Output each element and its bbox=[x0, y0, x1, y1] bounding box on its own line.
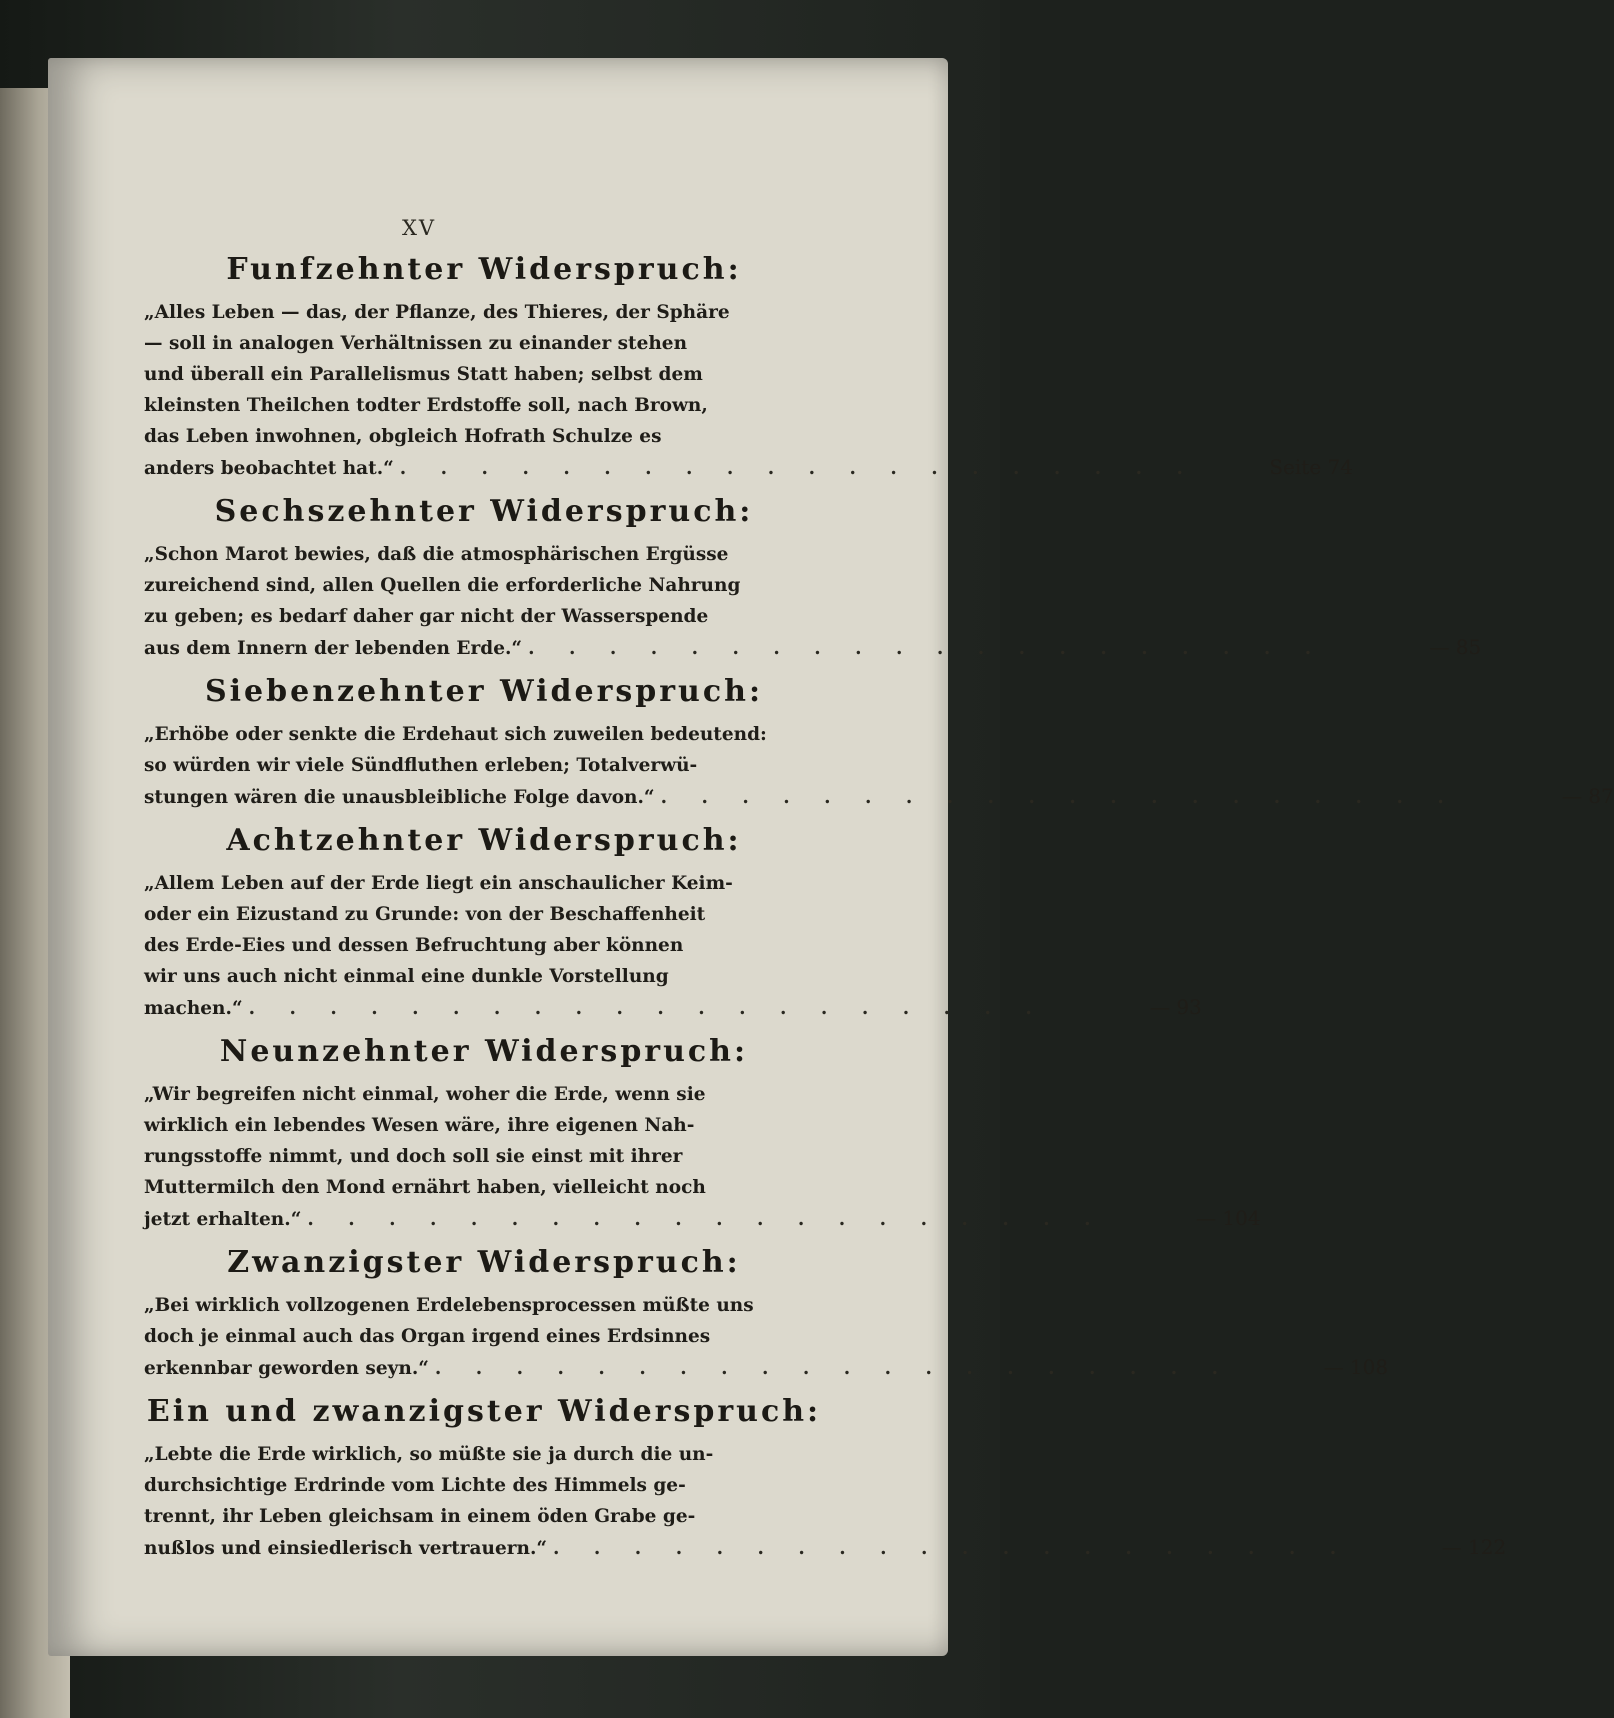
page-content bbox=[144, 216, 1614, 1574]
page-reference: — 87 bbox=[1561, 784, 1614, 808]
dot-leader: . . . . . . . . . . . . . . . . . . . . bbox=[399, 458, 1197, 479]
summary-line: doch je einmal auch das Organ irgend eines Erdsinnes bbox=[144, 1326, 711, 1347]
summary-last-line bbox=[144, 632, 1482, 664]
summary-line: „Lebte die Erde wirklich, so müßte sie ja durch die un- bbox=[144, 1444, 714, 1465]
summary-line: des Erde-Eies und dessen Befruchtung aber können bbox=[144, 935, 684, 956]
summary-line: „Wir begreifen nicht einmal, woher die Erde, wenn sie bbox=[144, 1084, 706, 1105]
summary-line: aus dem Innern der lebenden Erde.“ bbox=[144, 638, 523, 659]
contents-entry bbox=[144, 823, 1202, 1024]
page-reference: — 85 bbox=[1429, 635, 1482, 659]
summary-last-line bbox=[144, 1352, 1389, 1384]
section-heading: Siebenzehnter Widerspruch: bbox=[204, 674, 764, 709]
summary-line: jetzt erhalten.“ bbox=[144, 1209, 302, 1230]
summary-line: machen.“ bbox=[144, 998, 243, 1019]
summary-line: „Schon Marot bewies, daß die atmosphärischen Ergüsse bbox=[144, 544, 729, 565]
entry-summary bbox=[144, 1079, 1261, 1235]
summary-line: — soll in analogen Verhältnissen zu einander stehen bbox=[144, 333, 688, 354]
summary-line: „Alles Leben — das, der Pflanze, des Thieres, der Sphäre bbox=[144, 302, 730, 323]
page-reference: — 93 bbox=[1149, 995, 1202, 1019]
summary-last-line bbox=[144, 781, 1614, 813]
summary-line: wirklich ein lebendes Wesen wäre, ihre eigenen Nah- bbox=[144, 1115, 695, 1136]
summary-line: „Allem Leben auf der Erde liegt ein anschaulicher Keim- bbox=[144, 873, 733, 894]
contents-entry bbox=[144, 674, 1614, 813]
contents-entry bbox=[144, 1245, 1389, 1384]
summary-line: erkennbar geworden seyn.“ bbox=[144, 1358, 429, 1379]
contents-entry bbox=[144, 252, 1353, 484]
page-number: XV bbox=[401, 216, 437, 240]
entry-summary bbox=[144, 539, 1482, 664]
dot-leader: . . . . . . . . . . . . . . . . . . . . bbox=[553, 1538, 1351, 1559]
dot-leader: . . . . . . . . . . . . . . . . . . . . bbox=[660, 787, 1458, 808]
entry-summary bbox=[144, 297, 1353, 484]
section-heading: Neunzehnter Widerspruch: bbox=[219, 1034, 749, 1069]
entry-summary bbox=[144, 868, 1202, 1024]
dot-leader: . . . . . . . . . . . . . . . . . . . . bbox=[434, 1358, 1233, 1379]
summary-line: anders beobachtet hat.“ bbox=[144, 458, 394, 479]
summary-line: oder ein Eizustand zu Grunde: von der Beschaffenheit bbox=[144, 904, 706, 925]
dot-leader: . . . . . . . . . . . . . . . . . . . . bbox=[528, 638, 1326, 659]
summary-line: stungen wären die unausbleibliche Folge davon.“ bbox=[144, 787, 655, 808]
summary-line: rungsstoffe nimmt, und doch soll sie einst mit ihrer bbox=[144, 1146, 683, 1167]
summary-line: zu geben; es bedarf daher gar nicht der Wasserspende bbox=[144, 606, 709, 627]
summary-line: trennt, ihr Leben gleichsam in einem öden Grabe ge- bbox=[144, 1506, 696, 1527]
summary-last-line bbox=[144, 452, 1353, 484]
dot-leader: . . . . . . . . . . . . . . . . . . . . bbox=[307, 1209, 1105, 1230]
summary-line: zureichend sind, allen Quellen die erforderliche Nahrung bbox=[144, 575, 741, 596]
entry-summary bbox=[144, 1439, 1507, 1564]
page-reference: Seite 74 bbox=[1269, 455, 1353, 479]
contents-entry bbox=[144, 494, 1482, 664]
page-reference: — 122 bbox=[1441, 1535, 1507, 1559]
section-heading: Funfzehnter Widerspruch: bbox=[226, 252, 742, 287]
summary-line: „Bei wirklich vollzogenen Erdelebensprocessen müßte uns bbox=[144, 1295, 754, 1316]
contents-list bbox=[144, 252, 1614, 1564]
summary-line: kleinsten Theilchen todter Erdstoffe soll, nach Brown, bbox=[144, 395, 708, 416]
section-heading: Achtzehnter Widerspruch: bbox=[226, 823, 742, 858]
page-reference: — 104 bbox=[1196, 1206, 1261, 1230]
summary-line: so würden wir viele Sündfluthen erleben; Totalverwü- bbox=[144, 755, 698, 776]
entry-summary bbox=[144, 719, 1614, 813]
contents-entry bbox=[144, 1034, 1261, 1235]
contents-entry bbox=[144, 1394, 1507, 1564]
summary-line: und überall ein Parallelismus Statt haben; selbst dem bbox=[144, 364, 703, 385]
summary-line: das Leben inwohnen, obgleich Hofrath Schulze es bbox=[144, 426, 662, 447]
book-page bbox=[48, 58, 1614, 1656]
entry-summary bbox=[144, 1290, 1389, 1384]
section-heading: Sechszehnter Widerspruch: bbox=[214, 494, 754, 529]
section-heading: Zwanzigster Widerspruch: bbox=[227, 1245, 741, 1280]
dot-leader: . . . . . . . . . . . . . . . . . . . . bbox=[248, 998, 1046, 1019]
summary-last-line bbox=[144, 992, 1202, 1024]
section-heading: Ein und zwanzigster Widerspruch: bbox=[146, 1394, 822, 1429]
summary-last-line bbox=[144, 1532, 1507, 1564]
page-reference: — 108 bbox=[1323, 1355, 1389, 1379]
summary-line: nußlos und einsiedlerisch vertrauern.“ bbox=[144, 1538, 548, 1559]
summary-line: durchsichtige Erdrinde vom Lichte des Himmels ge- bbox=[144, 1475, 686, 1496]
summary-line: wir uns auch nicht einmal eine dunkle Vorstellung bbox=[144, 966, 669, 987]
summary-last-line bbox=[144, 1203, 1261, 1235]
summary-line: „Erhöbe oder senkte die Erdehaut sich zuweilen bedeutend: bbox=[144, 724, 767, 745]
summary-line: Muttermilch den Mond ernährt haben, vielleicht noch bbox=[144, 1177, 706, 1198]
